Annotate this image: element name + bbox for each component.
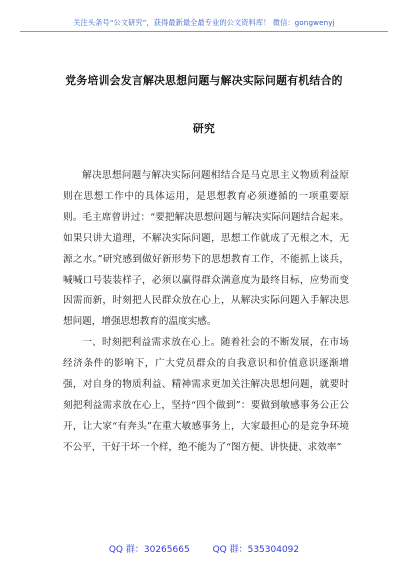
header-banner: 关注头条号“公文研究”，获得最新最全最专业的公文资料库！ 微信：gongwenyj [73,18,335,27]
footer-contact [20,542,388,555]
document-title-line-2: 研究 [192,122,216,135]
footer-qq-group-1: QQ 群：30265665 [108,545,190,555]
body-paragraph-2: 一、时刻把利益需求放在心上。随着社会的不断发展，在市场经济条件的影响下，广大党员群众的自我意识和价值意识逐渐增强，对自身的物质利益、精神需求更加关注解决思想问题，就要时刻把利益需求放在心上，坚持“四个做到”：要做到敏感事务公正公开，让大家“有奔头”在重大敏感事务上，大家最担心的是竞争环境不公平，干好干坏一个样，绝不能为了“图方便、讲快捷、求效率” [63,337,349,453]
header-divider [20,31,388,32]
document-title-line-1: 党务培训会发言解决思想问题与解决实际问题有机结合的 [65,74,343,87]
body-paragraph-1: 解决思想问题与解决实际问题相结合是马克思主义物质利益原则在思想工作中的具体运用，是思想教育必须遵循的一项重要原则。毛主席曾讲过：“要把解决思想问题与解决实际问题结合起来。如果只讲大道理，不解决实际问题，思想工作就成了无根之木，无源之水。”研究感到做好新形势下的思想教育工作，不能抓上谈兵，喊喊口号装装样子，必须以赢得群众满意度为最终目标，应势而变因需而新，时刻把人民群众放在心上，从解决实际问题入手解决思想问题，增强思想教育的温度实感。 [63,170,349,328]
footer-qq-group-2: QQ 群：535304092 [212,545,300,555]
document-body [63,166,349,459]
